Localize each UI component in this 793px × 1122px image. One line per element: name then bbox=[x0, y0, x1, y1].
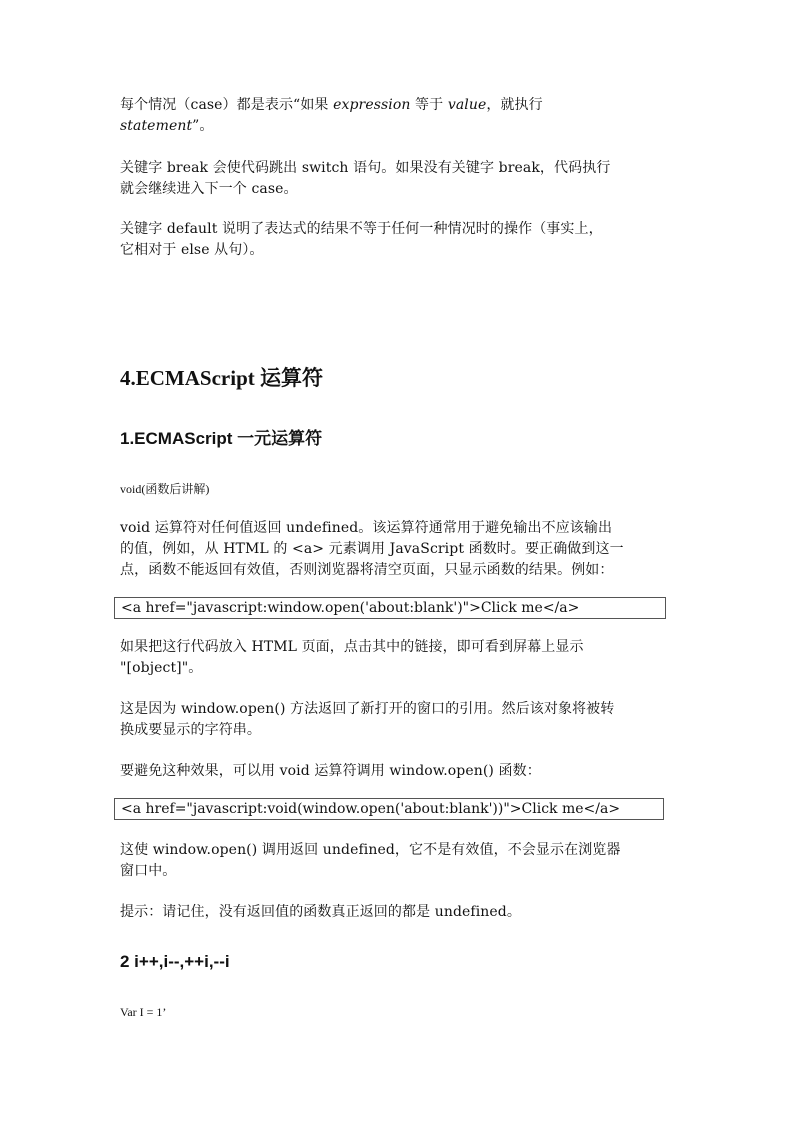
case-description bbox=[120, 95, 676, 137]
value-term: value bbox=[447, 97, 487, 113]
void-line-1: void 运算符对任何值返回 undefined。该运算符通常用于避免输出不应该输出 bbox=[120, 520, 613, 536]
reason-line-1: 这是因为 window.open() 方法返回了新打开的窗口的引用。然后该对象将被转 bbox=[120, 701, 615, 717]
case-text: ”。 bbox=[192, 118, 214, 134]
void-line-3: 点，函数不能返回有效值，否则浏览器将清空页面，只显示函数的结果。例如： bbox=[120, 562, 614, 578]
tip-line: 提示：请记住，没有返回值的函数真正返回的都是 undefined。 bbox=[120, 904, 521, 920]
case-text: ，就执行 bbox=[486, 97, 543, 113]
avoid-line: 要避免这种效果，可以用 void 运算符调用 window.open() 函数： bbox=[120, 763, 541, 779]
void-description bbox=[120, 518, 676, 581]
code-example-2: <a href="javascript:void(window.open('about:blank'))">Click me</a> bbox=[114, 798, 664, 820]
break-line-2: 就会继续进入下一个 case。 bbox=[120, 181, 298, 197]
default-line-1: 关键字 default 说明了表达式的结果不等于任何一种情况时的操作（事实上， bbox=[120, 221, 603, 237]
result-line-1: 这使 window.open() 调用返回 undefined，它不是有效值，不会显示在浏览器 bbox=[120, 842, 621, 858]
subsection-heading-increment: 2 i++,i--,++i,--i bbox=[120, 952, 230, 971]
code-example-1: <a href="javascript:window.open('about:blank')">Click me</a> bbox=[114, 597, 666, 619]
object-line-2: "[object]"。 bbox=[120, 660, 203, 676]
result-description bbox=[120, 840, 676, 882]
case-description-line-2 bbox=[120, 116, 676, 137]
break-description bbox=[120, 158, 676, 200]
object-description bbox=[120, 637, 676, 679]
var-declaration-line: Var I = 1’ bbox=[120, 1005, 167, 1019]
void-line-2: 的值，例如，从 HTML 的 <a> 元素调用 JavaScript 函数时。要正确做到这一 bbox=[120, 541, 624, 557]
subsection-heading-unary: 1.ECMAScript 一元运算符 bbox=[120, 429, 323, 448]
reason-line-2: 换成要显示的字符串。 bbox=[120, 722, 261, 738]
case-text: 每个情况（case）都是表示“如果 bbox=[120, 97, 334, 113]
break-line-1: 关键字 break 会使代码跳出 switch 语句。如果没有关键字 break，代码执行 bbox=[120, 160, 611, 176]
expression-term: expression bbox=[333, 97, 411, 113]
case-text: 等于 bbox=[410, 97, 448, 113]
reason-description bbox=[120, 699, 676, 741]
void-note: void(函数后讲解) bbox=[120, 482, 210, 496]
statement-term: statement bbox=[120, 118, 193, 134]
result-line-2: 窗口中。 bbox=[120, 863, 177, 879]
case-description-line-1 bbox=[120, 95, 676, 116]
tip-note bbox=[120, 902, 676, 923]
default-line-2: 它相对于 else 从句）。 bbox=[120, 242, 264, 258]
default-description bbox=[120, 219, 676, 261]
object-line-1: 如果把这行代码放入 HTML 页面，点击其中的链接，即可看到屏幕上显示 bbox=[120, 639, 584, 655]
avoid-description bbox=[120, 761, 676, 782]
section-heading-operators: 4.ECMAScript 运算符 bbox=[120, 366, 323, 390]
